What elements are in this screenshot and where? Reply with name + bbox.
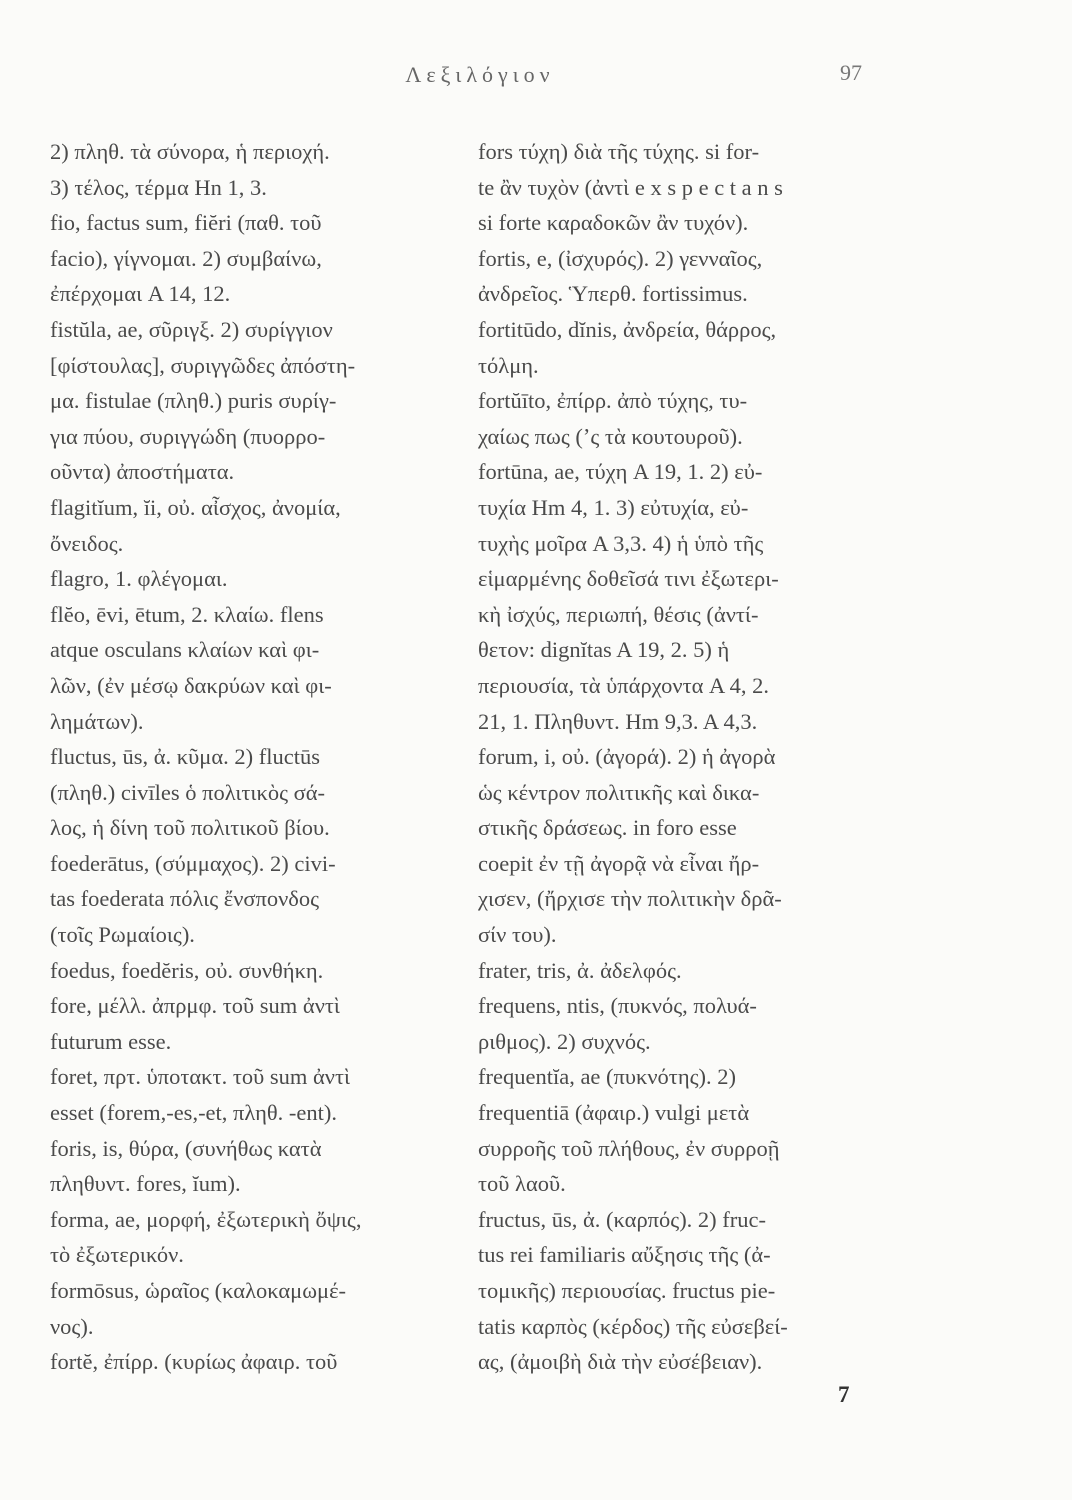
- text-line: flagro, 1. φλέγομαι.: [50, 566, 228, 592]
- text-line: χαίως πως (ʼς τὰ κουτουροῦ).: [478, 423, 743, 449]
- text-line: τυχὴς μοῖρα A 3,3. 4) ἡ ὑπὸ τῆς: [478, 530, 764, 556]
- text-line: [φίστουλας], συριγγῶδες ἀπόστη-: [50, 352, 356, 378]
- text-line: περιουσία, τὰ ὑπάρχοντα A 4, 2.: [478, 672, 770, 698]
- text-line: foris, is, θύρα, (συνήθως κατὰ: [50, 1135, 322, 1161]
- text-line: οῦντα) ἀποστήματα.: [50, 459, 235, 485]
- text-line: flagitĭum, ĭi, οὐ. αἶσχος, ἀνομία,: [50, 494, 341, 520]
- text-line: fortūna, ae, τύχη A 19, 1. 2) εὐ-: [478, 459, 763, 485]
- text-line: frequens, ntis, (πυκνός, πολυά-: [478, 993, 757, 1019]
- text-line: fistŭla, ae, σῦριγξ. 2) συρίγγιον: [50, 316, 333, 342]
- text-line: fructus, ūs, ἀ. (καρπός). 2) fruc-: [478, 1206, 767, 1232]
- text-line: νος).: [50, 1313, 94, 1339]
- text-line: esset (forem,-es,-et, πληθ. -ent).: [50, 1100, 338, 1126]
- page-number: 97: [840, 60, 862, 85]
- text-line: frequentiā (ἀφαιρ.) vulgi μετὰ: [478, 1100, 750, 1126]
- text-line: χισεν, (ἤρχισε τὴν πολιτικὴν δρᾶ-: [478, 886, 782, 912]
- text-line: atque osculans κλαίων καὶ φι-: [50, 637, 320, 663]
- text-line: facio), γίγνομαι. 2) συμβαίνω,: [50, 245, 322, 271]
- running-title: Λεξιλόγιον: [405, 62, 555, 87]
- text-line: fortis, e, (ἰσχυρός). 2) γενναῖος,: [478, 245, 763, 271]
- text-line: te ἂν τυχὸν (ἀντὶ e x s p e c t a n s: [478, 174, 783, 200]
- text-line: futurum esse.: [50, 1028, 172, 1054]
- text-line: μα. fistulae (πληθ.) puris συρίγ-: [50, 388, 337, 414]
- text-line: formōsus, ὡραῖος (καλοκαμωμέ-: [50, 1278, 347, 1303]
- text-line: (πληθ.) civīles ὁ πολιτικὸς σά-: [50, 779, 326, 805]
- text-line: fluctus, ūs, ἀ. κῦμα. 2) fluctūs: [50, 744, 320, 770]
- text-line: τυχία Hm 4, 1. 3) εὐτυχία, εὐ-: [478, 494, 749, 520]
- signature-mark: 7: [838, 1382, 850, 1407]
- text-line: ας, (ἀμοιβὴ διὰ τὴν εὐσέβειαν).: [478, 1349, 763, 1375]
- text-line: tas foederata πόλις ἔνσπονδος: [50, 886, 320, 912]
- text-line: foret, πρτ. ὑποτακτ. τοῦ sum ἀντὶ: [50, 1064, 351, 1090]
- text-line: εἱμαρμένης δοθεῖσά τινι ἐξωτερι-: [478, 566, 779, 592]
- text-line: κὴ ἰσχύς, περιωπή, θέσις (ἀντί-: [478, 601, 759, 627]
- text-line: ὡς κέντρον πολιτικῆς καὶ δικα-: [478, 779, 760, 805]
- text-line: ἐπέρχομαι A 14, 12.: [50, 281, 231, 307]
- text-line: 2) πληθ. τὰ σύνορα, ἡ περιοχή.: [50, 139, 330, 164]
- text-line: fio, factus sum, fiĕri (παθ. τοῦ: [50, 210, 322, 236]
- text-line: τόλμη.: [478, 352, 539, 378]
- text-line: fortŭīto, ἐπίρρ. ἀπὸ τύχης, τυ-: [478, 388, 748, 414]
- left-column: [50, 134, 470, 1380]
- text-line: tatis καρπὸς (κέρδος) τῆς εὐσεβεί-: [478, 1313, 788, 1339]
- text-line: 3) τέλος, τέρμα Hn 1, 3.: [50, 174, 267, 200]
- text-line: θετον: dignĭtas A 19, 2. 5) ἡ: [478, 637, 730, 663]
- text-line: frater, tris, ἀ. ἀδελφός.: [478, 957, 682, 983]
- text-line: fortitūdo, dĭnis, ἀνδρεία, θάρρος,: [478, 316, 777, 342]
- text-line: 21, 1. Πληθυντ. Hm 9,3. A 4,3.: [478, 708, 758, 734]
- text-line: flĕo, ēvi, ētum, 2. κλαίω. flens: [50, 601, 324, 627]
- text-line: για πύου, συριγγώδη (πυορρο-: [50, 423, 326, 449]
- text-line: fors τύχη) διὰ τῆς τύχης. si for-: [478, 139, 760, 164]
- text-line: foederātus, (σύμμαχος). 2) civi-: [50, 850, 336, 876]
- text-line: συρροῆς τοῦ πλήθους, ἐν συρροῇ: [478, 1135, 780, 1161]
- text-line: ὄνειδος.: [50, 530, 124, 556]
- text-line: ἀνδρεῖος. Ὑπερθ. fortissimus.: [478, 281, 748, 307]
- text-line: forma, ae, μορφή, ἐξωτερικὴ ὄψις,: [50, 1206, 362, 1232]
- text-line: coepit ἐν τῇ ἀγορᾷ νὰ εἶναι ἤρ-: [478, 850, 760, 876]
- text-line: λος, ἡ δίνη τοῦ πολιτικοῦ βίου.: [50, 815, 330, 841]
- text-line: tus rei familiaris αὔξησις τῆς (ἀ-: [478, 1242, 771, 1268]
- right-column: [478, 134, 888, 1380]
- text-line: τοῦ λαοῦ.: [478, 1171, 566, 1197]
- text-line: frequentĭa, ae (πυκνότης). 2): [478, 1064, 737, 1090]
- text-line: ριθμος). 2) συχνός.: [478, 1028, 651, 1054]
- text-line: σίν του).: [478, 922, 557, 948]
- text-line: τὸ ἐξωτερικόν.: [50, 1242, 184, 1268]
- text-line: fortĕ, ἐπίρρ. (κυρίως ἀφαιρ. τοῦ: [50, 1349, 338, 1375]
- text-line: πληθυντ. fores, ĭum).: [50, 1171, 241, 1197]
- text-line: (τοῖς Ρωμαίοις).: [50, 922, 195, 948]
- text-line: foedus, foedĕris, οὐ. συνθήκη.: [50, 957, 324, 983]
- text-line: λῶν, (ἐν μέσῳ δακρύων καὶ φι-: [50, 672, 332, 698]
- text-line: fore, μέλλ. ἀπρμφ. τοῦ sum ἀντὶ: [50, 993, 340, 1019]
- text-line: λημάτων).: [50, 708, 144, 734]
- text-line: forum, i, οὐ. (ἀγορά). 2) ἡ ἀγορὰ: [478, 744, 776, 770]
- text-line: στικῆς δράσεως. in foro esse: [478, 815, 737, 841]
- text-line: τομικῆς) περιουσίας. fructus pie-: [478, 1278, 776, 1303]
- text-line: si forte καραδοκῶν ἂν τυχόν).: [478, 210, 749, 236]
